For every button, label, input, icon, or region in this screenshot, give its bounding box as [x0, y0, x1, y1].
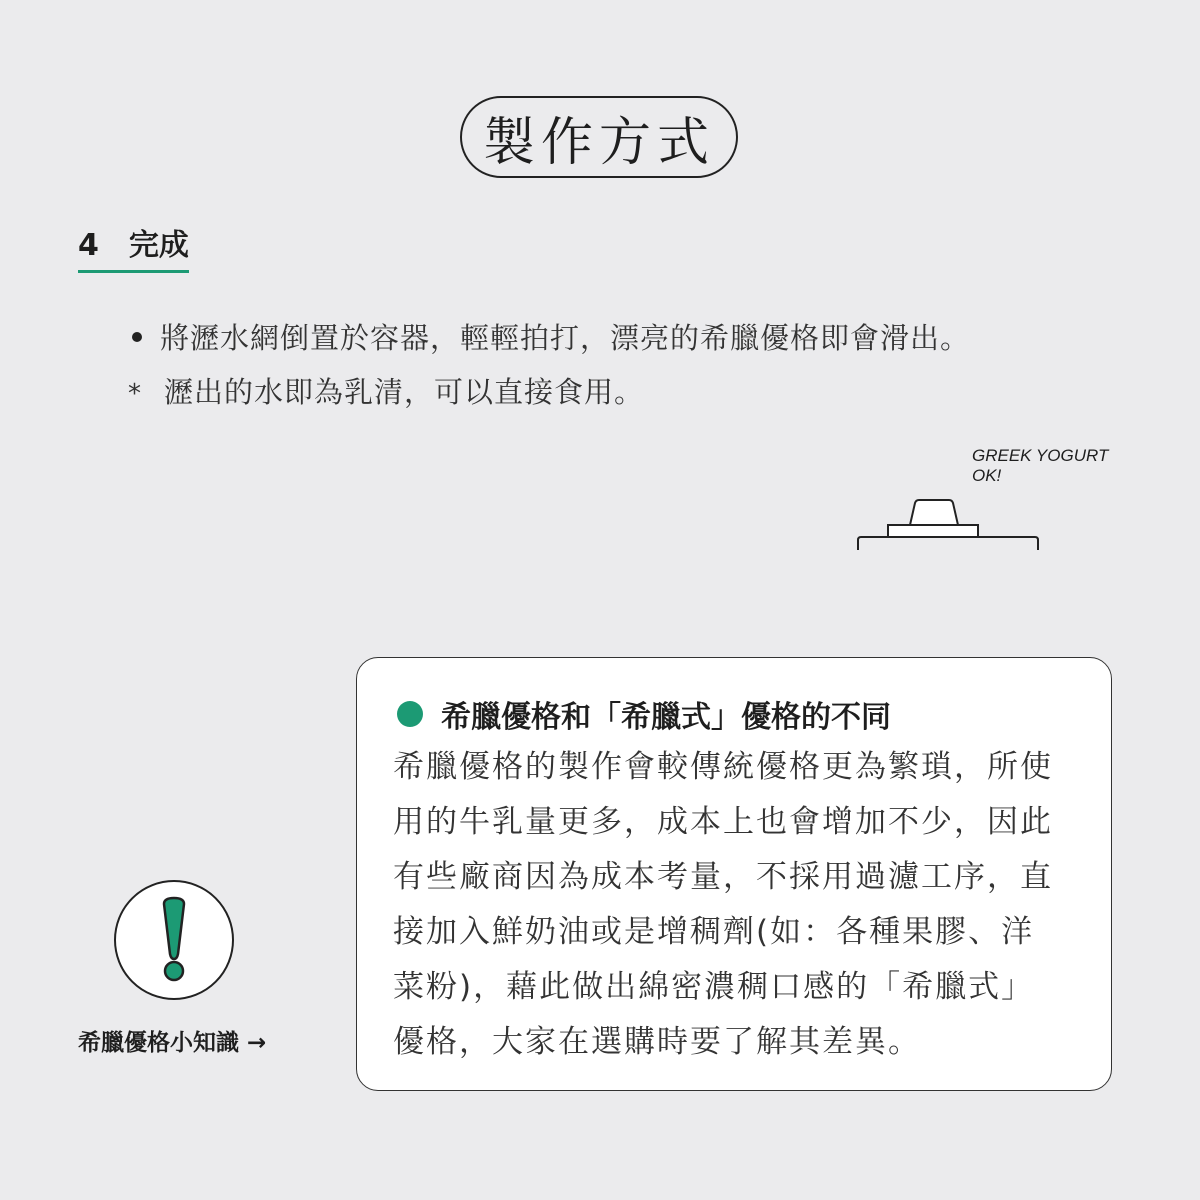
step-heading — [78, 220, 189, 273]
info-line: 優格，大家在選購時要了解其差異。 — [393, 1024, 921, 1060]
note-text: 瀝出的水即為乳清，可以直接食用。 — [164, 375, 645, 409]
bullet-icon — [132, 332, 142, 342]
info-heading-text: 希臘優格和「希臘式」優格的不同 — [441, 700, 891, 735]
caption-line-2: OK! — [972, 466, 1002, 485]
info-box — [356, 657, 1112, 1091]
tip-label: 希臘優格小知識 → — [78, 1030, 267, 1056]
green-dot-icon — [397, 701, 423, 727]
yogurt-mold-illustration — [852, 494, 1044, 554]
exclamation-icon — [114, 880, 234, 1000]
page-title: 製作方式 — [460, 96, 738, 178]
instruction-text: 將瀝水網倒置於容器，輕輕拍打，漂亮的希臘優格即會滑出。 — [160, 321, 971, 355]
exclamation-mark-icon — [116, 882, 232, 998]
instruction-note — [128, 370, 644, 411]
caption-line-1: GREEK YOGURT — [972, 446, 1109, 465]
info-line: 希臘優格的製作會較傳統優格更為繁瑣，所使 — [393, 749, 1053, 785]
info-line: 接加入鮮奶油或是增稠劑(如：各種果膠、洋 — [393, 914, 1035, 950]
step-title: 完成 — [128, 228, 189, 263]
step-number: 4 — [78, 228, 99, 263]
info-body — [393, 740, 1053, 1070]
info-heading — [397, 692, 891, 736]
asterisk-icon: * — [128, 379, 142, 409]
illustration-caption — [972, 446, 1108, 486]
instruction-bullet — [132, 316, 970, 357]
info-line: 用的牛乳量更多，成本上也會增加不少，因此 — [393, 804, 1053, 840]
info-line: 有些廠商因為成本考量，不採用過濾工序，直 — [393, 859, 1053, 895]
info-line: 菜粉)，藉此做出綿密濃稠口感的「希臘式」 — [393, 969, 1035, 1005]
